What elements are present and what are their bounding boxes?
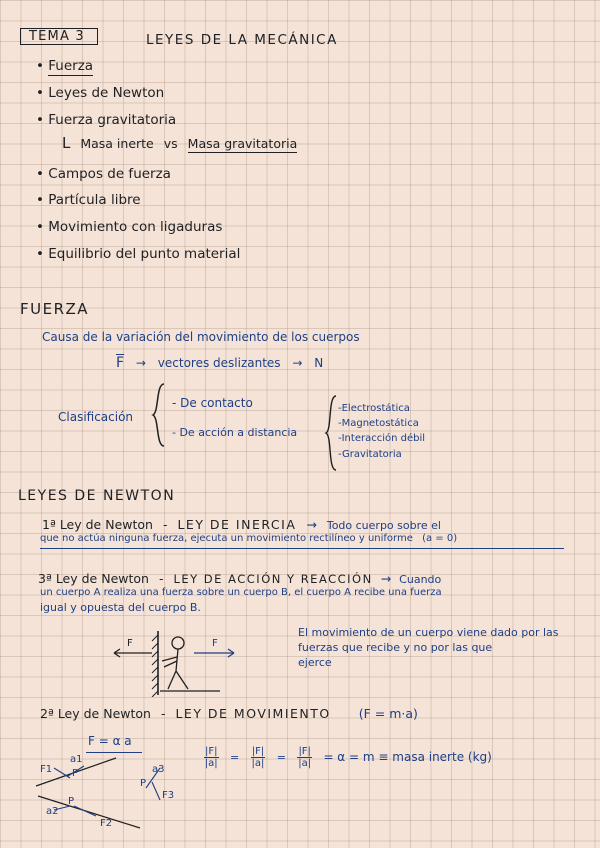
classification-label: Clasificación xyxy=(58,410,134,424)
ley3-line: 3ª Ley de Newton - LEY DE ACCIÓN Y REACCIÓN → Cuando xyxy=(38,571,442,586)
outline-item: • Partícula libre xyxy=(36,192,141,208)
label-a2: a2 xyxy=(46,806,59,817)
label-p2: P xyxy=(140,778,147,789)
force-definition: Causa de la variación del movimiento de los cuerpos xyxy=(42,330,360,344)
movement-note-b: fuerzas que recibe y no por las que xyxy=(298,641,493,654)
movement-note-c: ejerce xyxy=(298,656,332,669)
outline-item: • Fuerza xyxy=(36,58,94,74)
distance-type: -Gravitatoria xyxy=(338,449,402,460)
vector-line: $\overline{F}$ → vectores deslizantes → N xyxy=(116,355,324,371)
label-p3: P xyxy=(68,796,75,807)
section-heading-leyes: LEYES DE NEWTON xyxy=(18,488,176,504)
topic-number: TEMA 3 xyxy=(29,29,85,44)
distance-type: -Electrostática xyxy=(338,403,410,414)
class-distancia: - De acción a distancia xyxy=(172,426,298,439)
vector-symbol: $\overline{F}$ xyxy=(116,355,125,371)
outline-item: • Movimiento con ligaduras xyxy=(36,219,223,235)
distance-type: -Interacción débil xyxy=(338,433,426,444)
outline-item: • Leyes de Newton xyxy=(36,85,165,101)
class-contacto: - De contacto xyxy=(172,396,253,410)
ratio-equation: $\frac{|F|}{|a|}$ = $\frac{|F|}{|a|}$ = $\frac{|F|}{|a|}$ = α = m ≡ masa inerte (kg) xyxy=(204,746,492,769)
outline-subitem: L Masa inerte vs Masa gravitatoria xyxy=(62,134,298,152)
label-a1: a1 xyxy=(70,754,83,765)
ratio-3: $\frac{|F|}{|a|}$ xyxy=(298,746,312,769)
label-p1: P xyxy=(72,768,79,779)
action-reaction-diagram xyxy=(108,625,238,697)
ley1-line: 1ª Ley de Newton - LEY DE INERCIA → Todo cuerpo sobre el xyxy=(42,517,441,532)
label-a3: a3 xyxy=(152,764,165,775)
outline-item: • Campos de fuerza xyxy=(36,166,171,182)
ley2-line: 2ª Ley de Newton - LEY DE MOVIMIENTO (F = m·a) xyxy=(40,706,418,721)
label-f3: F3 xyxy=(162,790,175,801)
force-label-left: F xyxy=(127,638,133,649)
ley3-text-c: igual y opuesta del cuerpo B. xyxy=(40,601,201,614)
ratio-1: $\frac{|F|}{|a|}$ xyxy=(204,746,218,769)
ley1-underline xyxy=(40,548,564,549)
page-title: LEYES DE LA MECÁNICA xyxy=(146,32,338,48)
outline-item: • Equilibrio del punto material xyxy=(36,246,241,262)
label-f1: F1 xyxy=(40,764,53,775)
proportional-formula: F = α a xyxy=(88,734,132,748)
ley3-text-b: un cuerpo A realiza una fuerza sobre un cuerpo B, el cuerpo A recibe una fuerza xyxy=(40,587,442,598)
label-f2: F2 xyxy=(100,818,113,829)
ratio-2: $\frac{|F|}{|a|}$ xyxy=(251,746,265,769)
topic-badge xyxy=(20,28,98,45)
outline-item: • Fuerza gravitatoria xyxy=(36,112,177,128)
ley1-text: que no actúa ninguna fuerza, ejecuta un movimiento rectilíneo y uniforme (a = 0) xyxy=(40,533,458,544)
force-label-right: F xyxy=(212,638,218,649)
section-heading-fuerza: FUERZA xyxy=(20,300,90,318)
movement-note-a: El movimiento de un cuerpo viene dado por las xyxy=(298,626,559,639)
classification-brace xyxy=(150,382,170,448)
distance-type: -Magnetostática xyxy=(338,418,419,429)
